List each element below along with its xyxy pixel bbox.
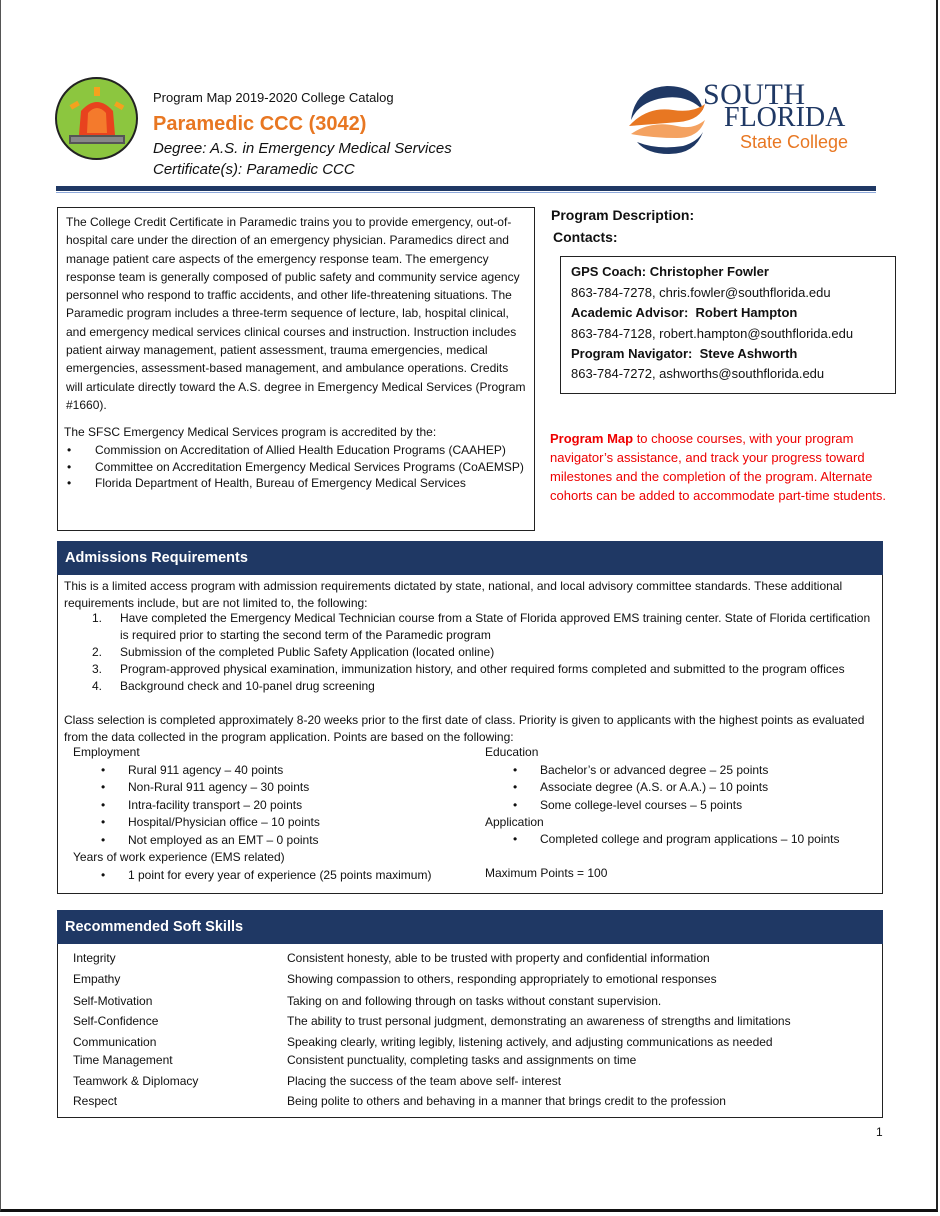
skill-name: Teamwork & Diplomacy [73, 1074, 199, 1088]
skill-desc: Speaking clearly, writing legibly, listening actively, and adjusting communications as needed [287, 1035, 773, 1049]
catalog-label: Program Map 2019-2020 College Catalog [153, 90, 394, 105]
page-number: 1 [876, 1125, 883, 1139]
list-item: • Associate degree (A.S. or A.A.) – 10 points [540, 780, 768, 794]
education-label: Education [485, 745, 539, 759]
employment-label: Employment [73, 745, 140, 759]
admissions-header: Admissions Requirements [57, 541, 883, 575]
requirements-list [64, 610, 874, 695]
skill-desc: Consistent punctuality, completing tasks and assignments on time [287, 1053, 637, 1067]
header-divider [56, 186, 876, 191]
soft-skills-header: Recommended Soft Skills [57, 910, 883, 944]
list-item: 4. Background check and 10-panel drug screening [92, 679, 375, 693]
list-item: • Rural 911 agency – 40 points [128, 763, 283, 777]
list-item: • Bachelor’s or advanced degree – 25 points [540, 763, 768, 777]
navigator-contact: 863-784-7272, ashworths@southflorida.edu [571, 366, 825, 381]
program-description-heading: Program Description: [551, 207, 695, 223]
navigator-line: Program Navigator: Steve Ashworth [571, 346, 798, 361]
page-title: Paramedic CCC (3042) [153, 113, 367, 135]
skill-desc: The ability to trust personal judgment, demonstrating an awareness of strengths and limitations [287, 1014, 791, 1028]
gps-coach-line: GPS Coach: Christopher Fowler [571, 264, 769, 279]
program-description: The College Credit Certificate in Paramedic trains you to provide emergency, out-of-hospital care under the direction of an emergency physician. Paramedics direct and manage patient care aspects of the emergency response team. The emergency response team is generally composed of public safety and community service agency personnel who respond to traffic accidents, and other life-threatening situations. The Paramedic program includes a three-term sequence of lecture, lab, hospital clinical, and emergency medical services clinical courses and instruction. Instruction includes patient airway management, patient assessment, trauma emergencies, medical emergencies, assessment-based management, and ambulance operations. Credits will articulate directly toward the A.S. degree in Emergency Medical Services (Program #1660). [66, 215, 526, 412]
skill-name: Integrity [73, 951, 116, 965]
list-item: • 1 point for every year of experience (25 points maximum) [128, 868, 431, 882]
list-item: 1. Have completed the Emergency Medical Technician course from a State of Florida approved EMS training center. State of Florida certification is required prior to starting the second term of the Paramedic program [92, 611, 871, 642]
siren-icon [55, 77, 138, 160]
soft-skills-box [57, 944, 883, 1118]
accreditation-intro: The SFSC Emergency Medical Services program is accredited by the: [64, 425, 437, 439]
advisor-line: Academic Advisor: Robert Hampton [571, 305, 798, 320]
degree-label: Degree: A.S. in Emergency Medical Services [153, 140, 452, 157]
list-item: • Intra-facility transport – 20 points [128, 798, 302, 812]
application-label: Application [485, 815, 544, 829]
header-divider-thin [56, 192, 876, 193]
program-map-note: Program Map to choose courses, with your program navigator’s assistance, and track your progress toward milestones and the completion of the program. Alternate cohorts can be added to accommodate part-time students. [550, 431, 887, 503]
skill-desc: Consistent honesty, able to be trusted with property and confidential information [287, 951, 710, 965]
experience-label: Years of work experience (EMS related) [73, 850, 285, 864]
skill-name: Self-Confidence [73, 1014, 159, 1028]
skill-desc: Placing the success of the team above self- interest [287, 1074, 562, 1088]
skill-name: Self-Motivation [73, 994, 153, 1008]
max-points: Maximum Points = 100 [485, 866, 608, 880]
contacts-heading: Contacts: [553, 229, 618, 245]
logo-state-college: State College [740, 132, 849, 152]
certificate-label: Certificate(s): Paramedic CCC [153, 161, 355, 178]
skill-desc: Being polite to others and behaving in a manner that brings credit to the profession [287, 1094, 726, 1108]
list-item: • Not employed as an EMT – 0 points [128, 833, 319, 847]
list-item: • Some college-level courses – 5 points [540, 798, 742, 812]
advisor-contact: 863-784-7128, robert.hampton@southflorida.edu [571, 326, 854, 341]
list-item: 2. Submission of the completed Public Safety Application (located online) [92, 645, 495, 659]
logo-south: SOUTH [703, 78, 806, 111]
skill-desc: Showing compassion to others, responding appropriately to emotional responses [287, 972, 717, 986]
skill-name: Communication [73, 1035, 157, 1049]
skill-desc: Taking on and following through on tasks without constant supervision. [287, 994, 662, 1008]
list-item: 3. Program-approved physical examination, immunization history, and other required forms completed and submitted to the program offices [92, 662, 845, 676]
list-item: • Hospital/Physician office – 10 points [128, 815, 320, 829]
selection-text: Class selection is completed approximately 8-20 weeks prior to the first date of class. Priority is given to applicants with the highest points as evaluated from the data collected in the program application. Points are based on the following: [64, 713, 865, 744]
logo-florida: FLORIDA [724, 102, 846, 133]
skill-name: Time Management [73, 1053, 173, 1067]
skill-name: Empathy [73, 972, 121, 986]
skill-name: Respect [73, 1094, 118, 1108]
admissions-intro: This is a limited access program with admission requirements dictated by state, national, and local advisory committee standards. These additional requirements include, but are not limited to, the following: [64, 579, 843, 610]
list-item: • Non-Rural 911 agency – 30 points [128, 780, 309, 794]
list-item: • Completed college and program applications – 10 points [540, 832, 840, 846]
list-item: • Florida Department of Health, Bureau of Emergency Medical Services [64, 475, 526, 492]
list-item: • Committee on Accreditation Emergency Medical Services Programs (CoAEMSP) [64, 459, 526, 476]
gps-coach-contact: 863-784-7278, chris.fowler@southflorida.edu [571, 285, 831, 300]
list-item: • Commission on Accreditation of Allied Health Education Programs (CAAHEP) [64, 442, 526, 459]
accreditation-list [64, 442, 526, 492]
